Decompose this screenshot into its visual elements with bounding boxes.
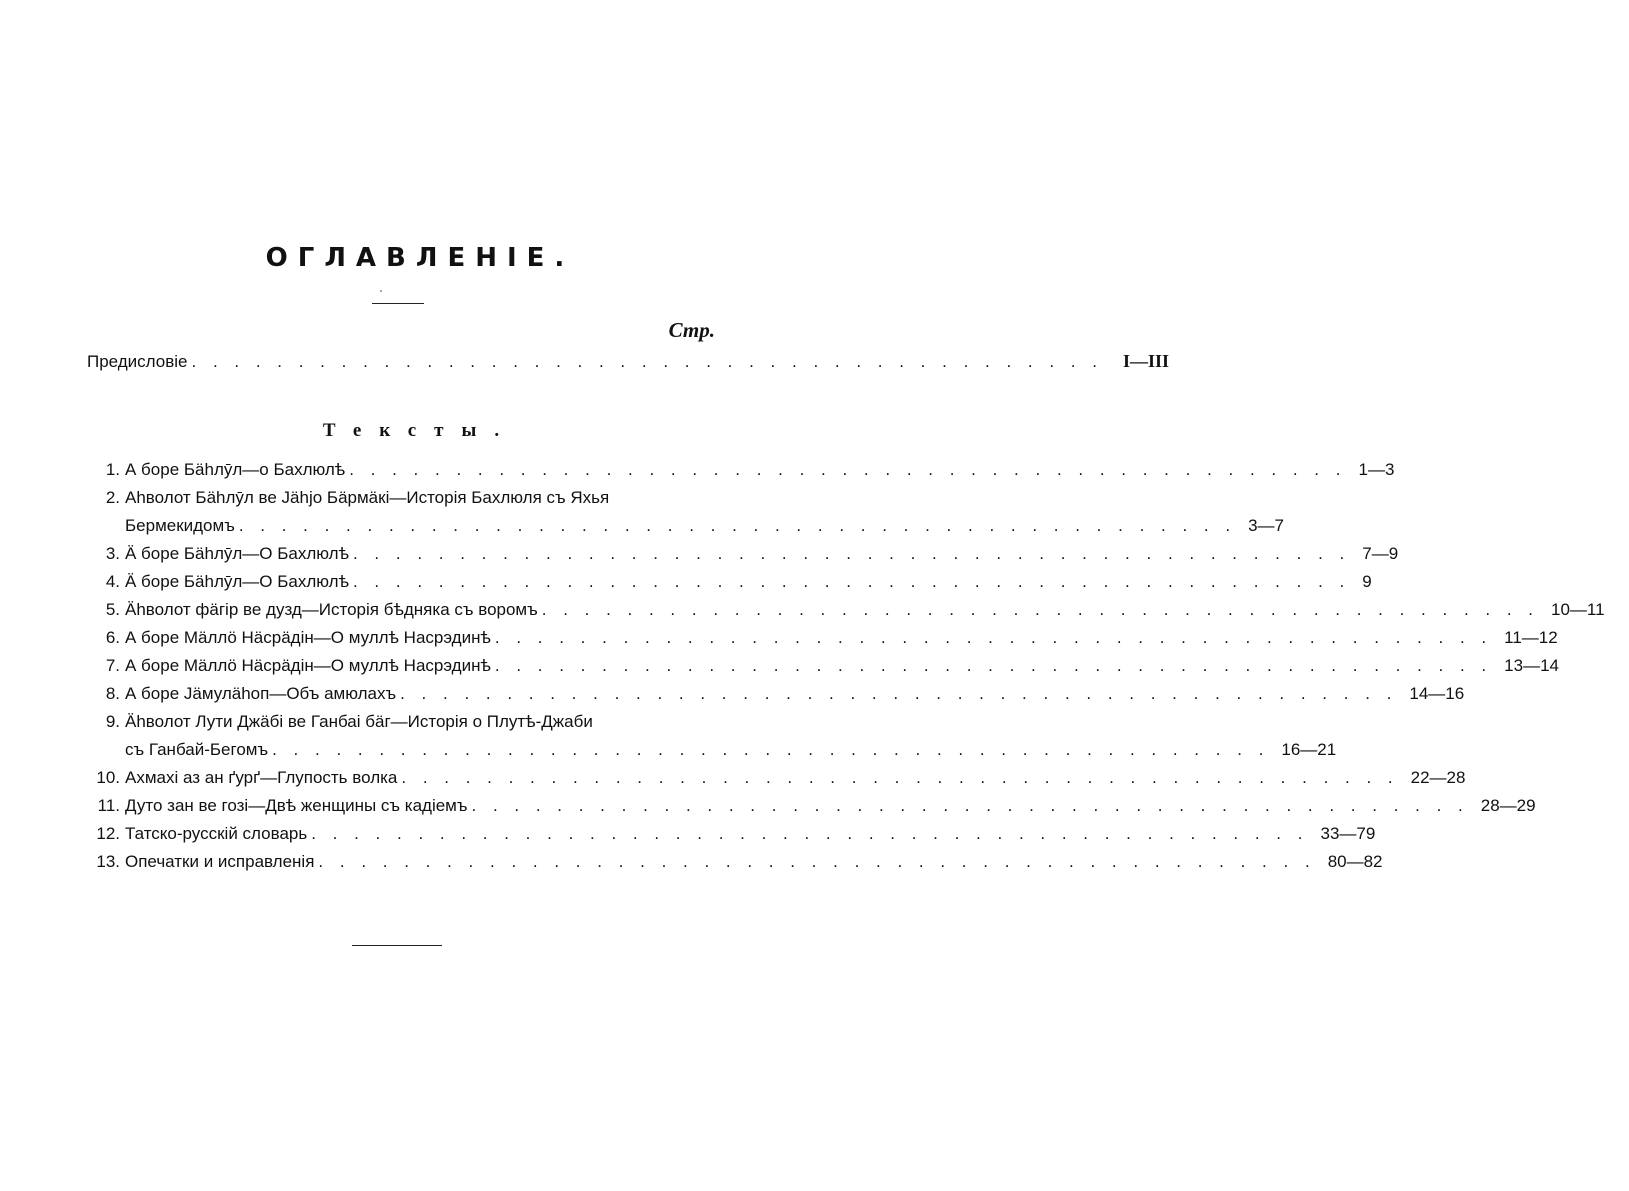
toc-entry-title: Ä боре Бäһлӯл—О Бахлюлѣ	[125, 544, 349, 563]
toc-line	[87, 712, 715, 740]
toc-entry-number: 4.	[105, 572, 120, 591]
toc-entry-title: Татско-русскій словарь	[125, 824, 308, 843]
toc-entry-title: съ Ганбай-Бегомъ	[125, 740, 269, 759]
toc-entry-pages: 3—7	[1248, 516, 1285, 535]
toc-entry	[87, 572, 1372, 600]
toc-entry-pages: 10—11	[1551, 600, 1605, 619]
toc-entry-pages: 14—16	[1409, 684, 1465, 703]
toc-entry	[87, 824, 1376, 852]
toc-entry-pages: 9	[1362, 572, 1372, 591]
bottom-divider	[352, 945, 442, 946]
toc-line	[87, 852, 1383, 880]
toc-entry-title: А боре Мäллö Нäсрäдін—О муллѣ Насрэдинѣ	[125, 656, 491, 675]
toc-entry	[87, 488, 1285, 544]
toc-entry-pages: 11—12	[1504, 628, 1558, 647]
toc-entry-pages: 16—21	[1281, 740, 1337, 759]
toc-line	[87, 740, 1337, 768]
toc-entry	[87, 768, 1466, 796]
leader-dots: . . . . . . . . . . . . . . . . . . . . . . . . . . . . . . . . . . . . . . . . . . . . . . .	[400, 684, 1398, 703]
toc-entry	[87, 544, 1399, 572]
toc-entry	[87, 852, 1383, 880]
page-title: ОГЛАВЛЕНІЕ.	[265, 243, 575, 273]
preface-pages: I—III	[1122, 351, 1169, 371]
toc-entry-title: А боре Jäмулäһоп—Объ амюлахъ	[125, 684, 397, 703]
toc-entry	[87, 460, 1395, 488]
leader-dots: . . . . . . . . . . . . . . . . . . . . . . . . . . . . . . . . . . . . . . . . . . . . . . .	[318, 852, 1316, 871]
toc-entry-pages: 7—9	[1362, 544, 1399, 563]
page-column-label: Стр.	[668, 318, 715, 342]
toc-line	[87, 796, 1536, 824]
preface-entry	[87, 351, 1169, 372]
leader-dots: . . . . . . . . . . . . . . . . . . . . . . . . . . . . . . . . . . . . . . . . . . . . . . .	[494, 628, 1493, 647]
toc-entry	[87, 628, 1558, 656]
leader-dots: . . . . . . . . . . . . . . . . . . . . . . . . . . . . . . . . . . . . . . . . . . .	[191, 352, 1103, 371]
leader-dots: . . . . . . . . . . . . . . . . . . . . . . . . . . . . . . . . . . . . . . . . . . . . . . .	[272, 740, 1270, 759]
leader-dots: . . . . . . . . . . . . . . . . . . . . . . . . . . . . . . . . . . . . . . . . . . . . . . .	[541, 600, 1540, 619]
toc-entry-number: 3.	[105, 544, 120, 563]
toc-entry-number: 9.	[105, 712, 120, 731]
toc-entry-title: Äһволот Лути Джäбі ве Ганбаі бäг—Исторія о Плутѣ-Джаби	[125, 712, 593, 731]
preface-label: Предисловіе	[87, 352, 188, 371]
leader-dots: . . . . . . . . . . . . . . . . . . . . . . . . . . . . . . . . . . . . . . . . . . . . . . .	[352, 544, 1351, 563]
toc-entry-pages: 1—3	[1358, 460, 1395, 479]
toc-list	[87, 460, 1605, 880]
toc-entry-number: 6.	[105, 628, 120, 647]
leader-dots: . . . . . . . . . . . . . . . . . . . . . . . . . . . . . . . . . . . . . . . . . . . . . . .	[352, 572, 1351, 591]
title-divider	[372, 303, 424, 304]
toc-line	[87, 684, 1465, 712]
section-title: Тексты.	[322, 420, 518, 441]
toc-entry-number: 8.	[105, 684, 120, 703]
leader-dots: . . . . . . . . . . . . . . . . . . . . . . . . . . . . . . . . . . . . . . . . . . . . . . .	[311, 824, 1309, 843]
toc-line	[87, 628, 1558, 656]
toc-entry-pages: 28—29	[1480, 796, 1536, 815]
toc-line	[87, 600, 1605, 628]
toc-entry-title: Бермекидомъ	[125, 516, 235, 535]
toc-line	[87, 572, 1372, 600]
toc-entry	[87, 656, 1559, 684]
toc-entry	[87, 712, 1337, 768]
leader-dots: . . . . . . . . . . . . . . . . . . . . . . . . . . . . . . . . . . . . . . . . . . . . . . .	[471, 796, 1469, 815]
leader-dots: . . . . . . . . . . . . . . . . . . . . . . . . . . . . . . . . . . . . . . . . . . . . . . .	[494, 656, 1493, 675]
toc-entry-title: Äһволот фäгір ве дузд—Исторія бѣдняка съ воромъ	[125, 600, 538, 619]
toc-entry-number: 7.	[105, 656, 120, 675]
toc-entry-pages: 80—82	[1327, 852, 1383, 871]
toc-line	[87, 656, 1559, 684]
toc-entry-number: 12.	[96, 824, 120, 843]
leader-dots: . . . . . . . . . . . . . . . . . . . . . . . . . . . . . . . . . . . . . . . . . . . . . . .	[238, 516, 1237, 535]
toc-entry	[87, 796, 1536, 824]
toc-entry-title: Ахмахі аз ан ґурґ—Глупость волка	[125, 768, 398, 787]
toc-line	[87, 824, 1376, 852]
toc-entry-title: А боре Мäллö Нäсрäдін—О муллѣ Насрэдинѣ	[125, 628, 491, 647]
toc-entry-number: 13.	[96, 852, 120, 871]
toc-entry-title: А боре Бäһлӯл—о Бахлюлѣ	[125, 460, 346, 479]
toc-entry-title: Ä боре Бäһлӯл—О Бахлюлѣ	[125, 572, 349, 591]
toc-entry	[87, 600, 1605, 628]
toc-line	[87, 460, 1395, 488]
toc-entry-number: 10.	[96, 768, 120, 787]
toc-entry-number: 2.	[105, 488, 120, 507]
ink-speck	[380, 290, 382, 292]
toc-entry-number: 5.	[105, 600, 120, 619]
toc-entry-title: Дуто зан ве гозі—Двѣ женщины съ кадіемъ	[125, 796, 468, 815]
toc-entry-pages: 13—14	[1504, 656, 1559, 675]
toc-line	[87, 488, 715, 516]
leader-dots: . . . . . . . . . . . . . . . . . . . . . . . . . . . . . . . . . . . . . . . . . . . . . . .	[401, 768, 1399, 787]
toc-entry-number: 1.	[105, 460, 120, 479]
leader-dots: . . . . . . . . . . . . . . . . . . . . . . . . . . . . . . . . . . . . . . . . . . . . . . .	[349, 460, 1347, 479]
toc-entry-title: Опечатки и исправленія	[125, 852, 315, 871]
toc-line	[87, 768, 1466, 796]
toc-entry-pages: 22—28	[1410, 768, 1466, 787]
toc-entry	[87, 684, 1465, 712]
toc-line	[87, 544, 1399, 572]
toc-line	[87, 516, 1285, 544]
toc-entry-title: Аһволот Бäһлӯл ве Jäһjо Бäрмäкі—Исторія Бахлюля съ Яхья	[125, 488, 610, 507]
toc-entry-number: 11.	[97, 796, 120, 815]
toc-entry-pages: 33—79	[1320, 824, 1376, 843]
